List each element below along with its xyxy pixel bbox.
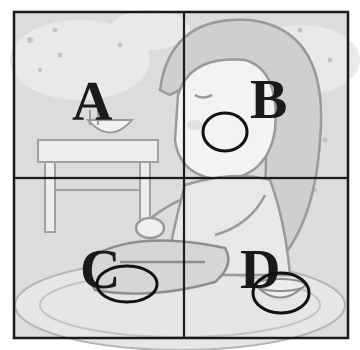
quadrant-label-c: C [80,239,121,301]
quadrant-label-d: D [240,239,281,301]
quadrant-label-a: A [72,71,113,133]
quadrant-label-b: B [250,69,288,131]
